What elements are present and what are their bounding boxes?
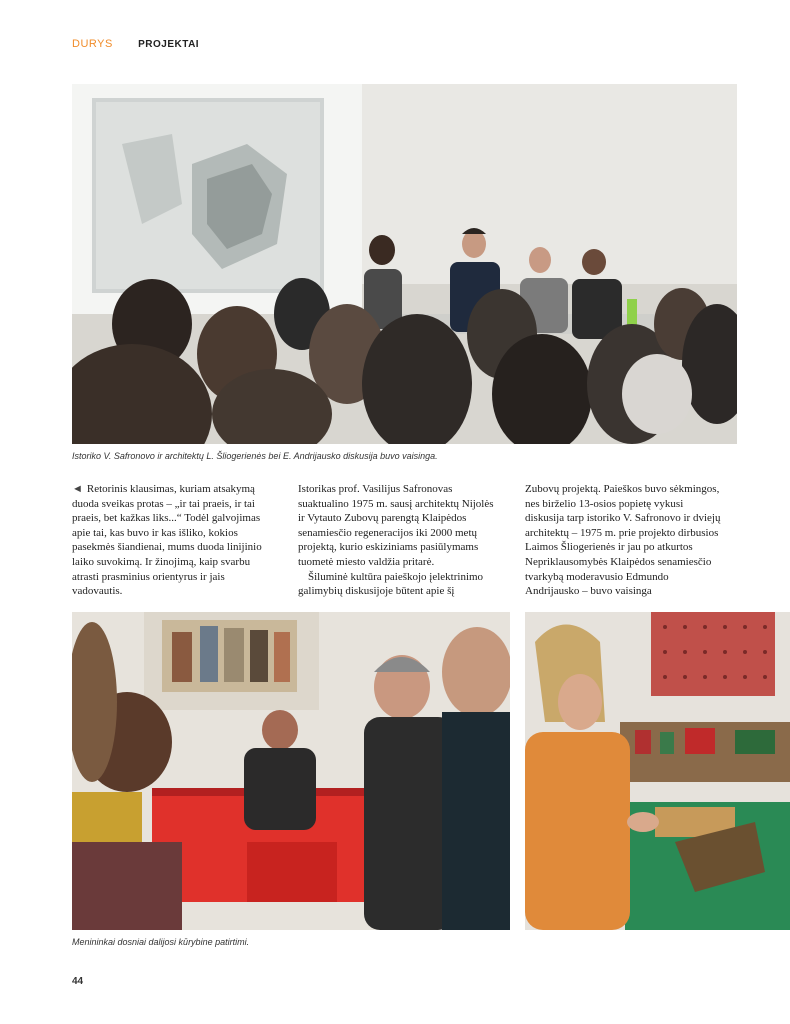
top-photo-caption: Istoriko V. Safronovo ir architektų L. Šliogerienės bei E. Andrijausko diskusija buvo vaisinga. (72, 451, 438, 461)
article-column-2 (298, 482, 498, 599)
magazine-name: DURYS (72, 38, 113, 50)
col2-paragraph: Šiluminė kultūra paieškojo įelektrinimo galimybių diskusijoje būtent apie šį (298, 570, 484, 598)
running-header (72, 38, 199, 50)
col1-paragraph: ◄ Retorinis klausimas, kuriam atsakymą duoda sveikas protas – „ir tai praeis, ir tai praeis, bet kažkas liks...“ Todėl galvojimas apie tai, kas buvo ir kas išliko, kokios pasekmės šiandienai, mums duoda linijinio laiko suvokimą. Ir žinojimą, kaip svarbu atrasti prasminius orientyrus ir jais vadovautis. (72, 483, 262, 598)
page-number: 44 (72, 976, 84, 987)
col3-paragraph: Zubovų projektą. Paieškos buvo sėkmingos, nes birželio 13-osios popietę vykusi diskusija tarp istoriko V. Safronovo ir dviejų architektų – 1975 m. prie projekto dirbusios Laimos Šliogerienės ir jau po atkurtos Nepriklausomybės Klaipėdos senamiesčio tvarkybą moderavusio Edmundo Andrijausko – buvo vaisinga (525, 483, 721, 598)
panel-discussion-photo (72, 84, 737, 444)
continuation-marker: ◄ (72, 483, 83, 495)
article-column-3 (525, 482, 725, 599)
workshop-leather-photo (525, 612, 790, 930)
article-column-1 (72, 482, 272, 599)
workshop-red-table-photo (72, 612, 510, 930)
col2-paragraph: Istorikas prof. Vasilijus Safronovas suaktualino 1975 m. sausį architektų Nijolės ir Vytauto Zubovų parengtą Klaipėdos senamiesčio regeneracijos iki 2000 metų projektą, kurio eskiziniams pasiūlymams tuometė miesto valdžia pritarė. (298, 483, 494, 568)
bottom-photo-caption: Menininkai dosniai dalijosi kūrybine patirtimi. (72, 937, 250, 947)
section-name: PROJEKTAI (138, 39, 200, 50)
